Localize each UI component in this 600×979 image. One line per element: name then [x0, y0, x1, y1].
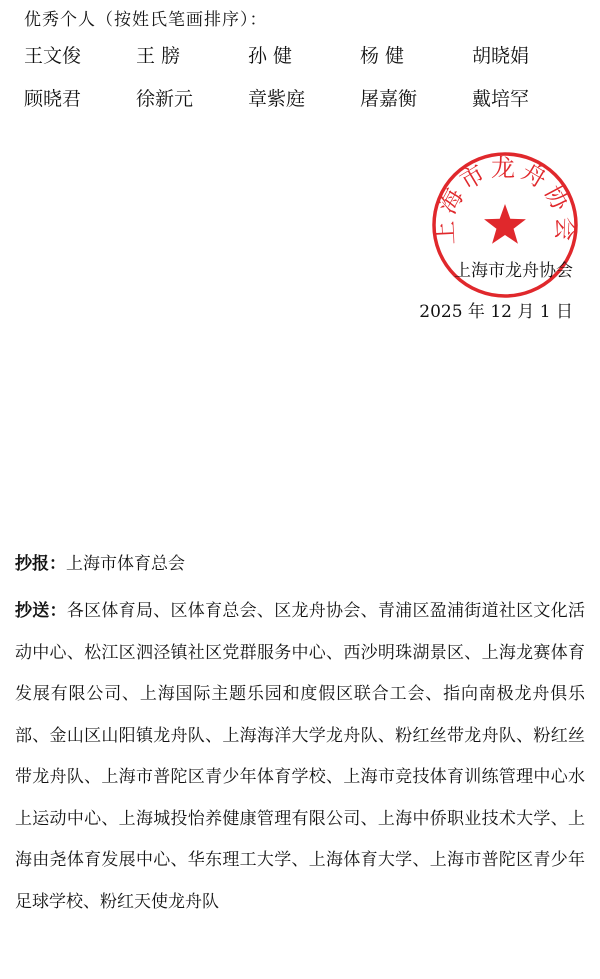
person-name: 孙 健 [248, 45, 293, 67]
star-icon [484, 204, 526, 244]
person-name: 戴培罕 [472, 88, 530, 110]
copy-to-paragraph [15, 591, 585, 923]
signature-date: 2025 年 12 月 1 日 [419, 302, 573, 322]
person-name: 章紫庭 [248, 88, 306, 110]
signature-organization: 上海市龙舟协会 [454, 261, 573, 281]
person-name: 王 膀 [136, 45, 181, 67]
report-to-value: 上海市体育总会 [66, 554, 185, 574]
report-to-line [15, 549, 185, 574]
person-name: 徐新元 [136, 88, 194, 110]
person-name: 王文俊 [24, 45, 82, 67]
seal-text: 上海市龙舟协会 [430, 153, 580, 246]
names-row-2 [0, 84, 600, 114]
person-name: 杨 健 [360, 45, 405, 67]
names-row-1 [0, 41, 600, 71]
person-name: 顾晓君 [24, 88, 82, 110]
honors-heading: 优秀个人（按姓氏笔画排序）： [24, 10, 268, 30]
copy-to-value: 各区体育局、区体育总会、区龙舟协会、青浦区盈浦街道社区文化活动中心、松江区泗泾镇社区党群服务中心、西沙明珠湖景区、上海龙赛体育发展有限公司、上海国际主题乐园和度假区联合工会、指向南极龙舟俱乐部、金山区山阳镇龙舟队、上海海洋大学龙舟队、粉红丝带龙舟队、粉红丝带龙舟队、上海市普陀区青少年体育学校、上海市竞技体育训练管理中心水上运动中心、上海城投怡养健康管理有限公司、上海中侨职业技术大学、上海由尧体育发展中心、华东理工大学、上海体育大学、上海市普陀区青少年足球学校、粉红天使龙舟队 [15, 601, 585, 912]
copy-to-label: 抄送： [15, 601, 67, 621]
person-name: 屠嘉衡 [360, 88, 418, 110]
report-to-label: 抄报： [15, 554, 66, 574]
person-name: 胡晓娟 [472, 45, 530, 67]
